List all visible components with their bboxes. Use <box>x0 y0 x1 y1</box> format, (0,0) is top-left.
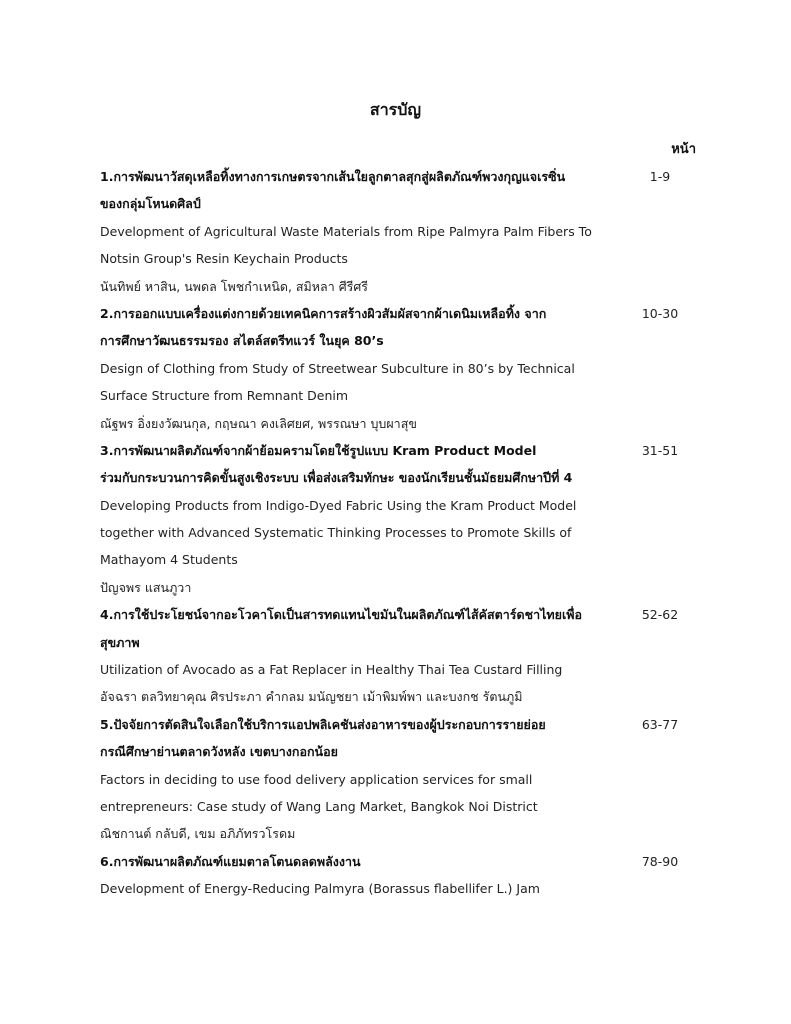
entry-english-title-line: together with Advanced Systematic Thinking Processes to Promote Skills of <box>100 525 572 541</box>
entry-thai-title-line: สุขภาพ <box>100 634 140 650</box>
entry-thai-title-line: 3.การพัฒนาผลิตภัณฑ์จากผ้าย้อมครามโดยใช้รูปแบบ Kram Product Model <box>100 442 537 458</box>
entry-thai-title-line: 6.การพัฒนาผลิตภัณฑ์แยมตาลโตนดลดพลังงาน <box>100 853 361 869</box>
entry-english-title-line: Surface Structure from Remnant Denim <box>100 388 349 404</box>
entry-english-title-line: Factors in deciding to use food delivery application services for small <box>100 771 533 787</box>
entry-page-range: 1-9 <box>649 169 671 184</box>
entry-page-range: 31-51 <box>641 442 679 458</box>
entry-page-range: 10-30 <box>641 305 679 321</box>
entry-thai-title-line: ร่วมกับกระบวนการคิดขั้นสูงเชิงระบบ เพื่อส่งเสริมทักษะ ของนักเรียนชั้นมัธยมศึกษาปีที่ 4 <box>100 470 573 486</box>
entry-authors: อัจฉรา ตลวิทยาคุณ ศิรประภา คำกลม มนัญชยา เม้าพิมพ์พา และบงกช รัตนภูมิ <box>100 689 523 705</box>
entry-english-title-line: Development of Agricultural Waste Materials from Ripe Palmyra Palm Fibers To <box>100 223 592 239</box>
entry-english-title-line: Mathayom 4 Students <box>100 552 238 568</box>
entry-authors: ปัญจพร แสนภูวา <box>100 579 192 595</box>
page-column-header: หน้า <box>671 142 696 157</box>
entry-thai-title-line: 4.การใช้ประโยชน์จากอะโวคาโดเป็นสารทดแทนไขมันในผลิตภัณฑ์ไส้คัสตาร์ดชาไทยเพื่อ <box>100 607 582 623</box>
entry-english-title-line: Development of Energy-Reducing Palmyra (Borassus flabellifer L.) Jam <box>100 881 540 897</box>
toc-entry-3 <box>100 437 700 601</box>
entry-authors: ณิชกานต์ กลับดี, เขม อภิภัทรวโรดม <box>100 826 296 842</box>
toc-entry-4 <box>100 601 700 711</box>
entry-english-title-line: Utilization of Avocado as a Fat Replacer in Healthy Thai Tea Custard Filling <box>100 662 563 678</box>
entry-thai-title-line: 2.การออกแบบเครื่องแต่งกายด้วยเทคนิคการสร้างผิวสัมผัสจากผ้าเดนิมเหลือทิ้ง จาก <box>100 305 547 321</box>
toc-entry-2 <box>100 300 700 437</box>
entry-thai-title-line: ของกลุ่มโหนดศิลป์ <box>100 196 201 212</box>
entry-thai-title-line: การศึกษาวัฒนธรรมรอง สไตล์สตรีทแวร์ ในยุค 80’s <box>100 333 384 349</box>
entry-thai-title-line: กรณีศึกษาย่านตลาดวังหลัง เขตบางกอกน้อย <box>100 744 338 760</box>
toc-title: สารบัญ <box>369 100 422 119</box>
entry-page-range: 52-62 <box>641 607 679 623</box>
toc-entry-1 <box>100 163 700 300</box>
toc-entry-6 <box>100 848 700 903</box>
toc-entries <box>100 163 700 903</box>
entry-english-title-line: Developing Products from Indigo-Dyed Fabric Using the Kram Product Model <box>100 497 577 513</box>
entry-authors: ณัฐพร อิ่งยงวัฒนกุล, กฤษณา คงเลิศยศ, พรรณษา บุบผาสุข <box>100 415 417 431</box>
entry-page-range: 78-90 <box>641 853 679 869</box>
entry-english-title-line: Notsin Group's Resin Keychain Products <box>100 251 348 267</box>
entry-thai-title-line: 1.การพัฒนาวัสดุเหลือทิ้งทางการเกษตรจากเส้นใยลูกตาลสุกสู่ผลิตภัณฑ์พวงกุญแจเรซิ่น <box>100 169 566 184</box>
entry-english-title-line: Design of Clothing from Study of Streetwear Subculture in 80’s by Technical <box>100 360 575 376</box>
entry-page-range: 63-77 <box>641 716 679 732</box>
entry-authors: นันทิพย์ หาสิน, นพดล โพชกำเหนิด, สมิหลา ศีรีศรี <box>100 278 368 294</box>
entry-english-title-line: entrepreneurs: Case study of Wang Lang Market, Bangkok Noi District <box>100 798 538 814</box>
entry-thai-title-line: 5.ปัจจัยการตัดสินใจเลือกใช้บริการแอปพลิเคชันส่งอาหารของผู้ประกอบการรายย่อย <box>100 716 546 732</box>
toc-entry-5 <box>100 711 700 848</box>
